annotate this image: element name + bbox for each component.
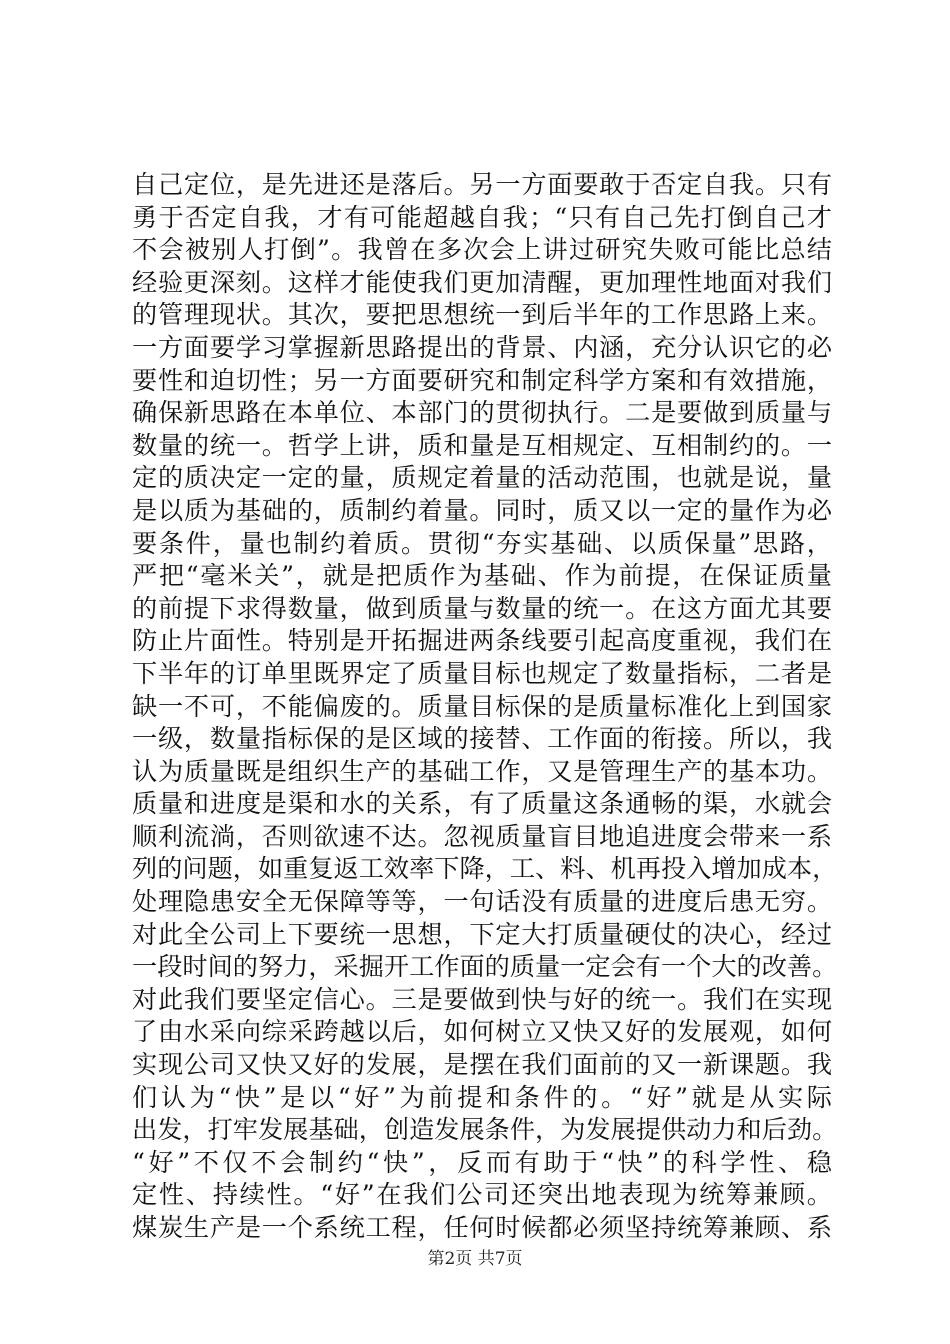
text-line: 自己定位，是先进还是落后。另一方面要敢于否定自我。只有 [132,170,832,199]
text-line: “好”不仅不会制约“快”，反而有助于“快”的科学性、稳 [132,1147,832,1177]
text-line: 勇于否定自我，才有可能超越自我；“只有自己先打倒自己才 [132,202,832,232]
text-line: 质量和进度是渠和水的关系，有了质量这条通畅的渠，水就会 [132,789,832,819]
text-line: 一段时间的努力，采掘开工作面的质量一定会有一个大的改善。 [132,952,838,982]
text-line: 一级，数量指标保的是区域的接替、工作面的衔接。所以，我 [132,724,832,754]
text-line: 确保新思路在本单位、本部门的贯彻执行。二是要做到质量与 [132,398,832,428]
text-line: 们认为“快”是以“好”为前提和条件的。“好”就是从实际 [132,1082,832,1112]
text-line: 定性、持续性。“好”在我们公司还突出地表现为统筹兼顾。 [132,1180,832,1210]
text-line: 的管理现状。其次，要把思想统一到后半年的工作思路上来。 [132,300,832,330]
text-line: 处理隐患安全无保障等等，一句话没有质量的进度后患无穷。 [132,887,832,917]
text-line: 对此我们要坚定信心。三是要做到快与好的统一。我们在实现 [132,984,832,1014]
text-line: 的前提下求得数量，做到质量与数量的统一。在这方面尤其要 [132,593,832,623]
text-line: 经验更深刻。这样才能使我们更加清醒，更加理性地面对我们 [132,267,832,297]
text-line: 煤炭生产是一个系统工程，任何时候都必须坚持统筹兼顾、系 [132,1213,832,1242]
text-line: 出发，打牢发展基础，创造发展条件，为发展提供动力和后劲。 [132,1115,838,1145]
text-line: 防止片面性。特别是开拓掘进两条线要引起高度重视，我们在 [132,626,832,656]
text-line: 不会被别人打倒”。我曾在多次会上讲过研究失败可能比总结 [132,235,832,265]
text-line: 列的问题，如重复返工效率下降，工、料、机再投入增加成本， [132,854,838,884]
text-line: 对此全公司上下要统一思想，下定大打质量硬仗的决心，经过 [132,919,832,949]
text-line: 定的质决定一定的量，质规定着量的活动范围，也就是说，量 [132,463,832,493]
body-text [132,169,838,1245]
text-line: 是以质为基础的，质制约着量。同时，质又以一定的量作为必 [132,495,832,525]
text-line: 数量的统一。哲学上讲，质和量是互相规定、互相制约的。一 [132,430,832,460]
text-line: 了由水采向综采跨越以后，如何树立又快又好的发展观，如何 [132,1017,832,1047]
text-line: 下半年的订单里既界定了质量目标也规定了数量指标，二者是 [132,658,832,688]
text-line: 认为质量既是组织生产的基础工作，又是管理生产的基本功。 [132,756,832,786]
text-line: 要性和迫切性；另一方面要研究和制定科学方案和有效措施， [132,365,832,395]
text-line: 严把“毫米关”，就是把质作为基础、作为前提，在保证质量 [132,561,832,591]
text-line: 顺利流淌，否则欲速不达。忽视质量盲目地追进度会带来一系 [132,821,832,851]
text-line: 实现公司又快又好的发展，是摆在我们面前的又一新课题。我 [132,1050,832,1080]
text-line: 缺一不可，不能偏废的。质量目标保的是质量标准化上到国家 [132,691,832,721]
page-number-footer: 第2页 共7页 [427,1249,523,1269]
text-line: 一方面要学习掌握新思路提出的背景、内涵，充分认识它的必 [132,332,832,362]
text-line: 要条件，量也制约着质。贯彻“夯实基础、以质保量”思路， [132,528,832,558]
